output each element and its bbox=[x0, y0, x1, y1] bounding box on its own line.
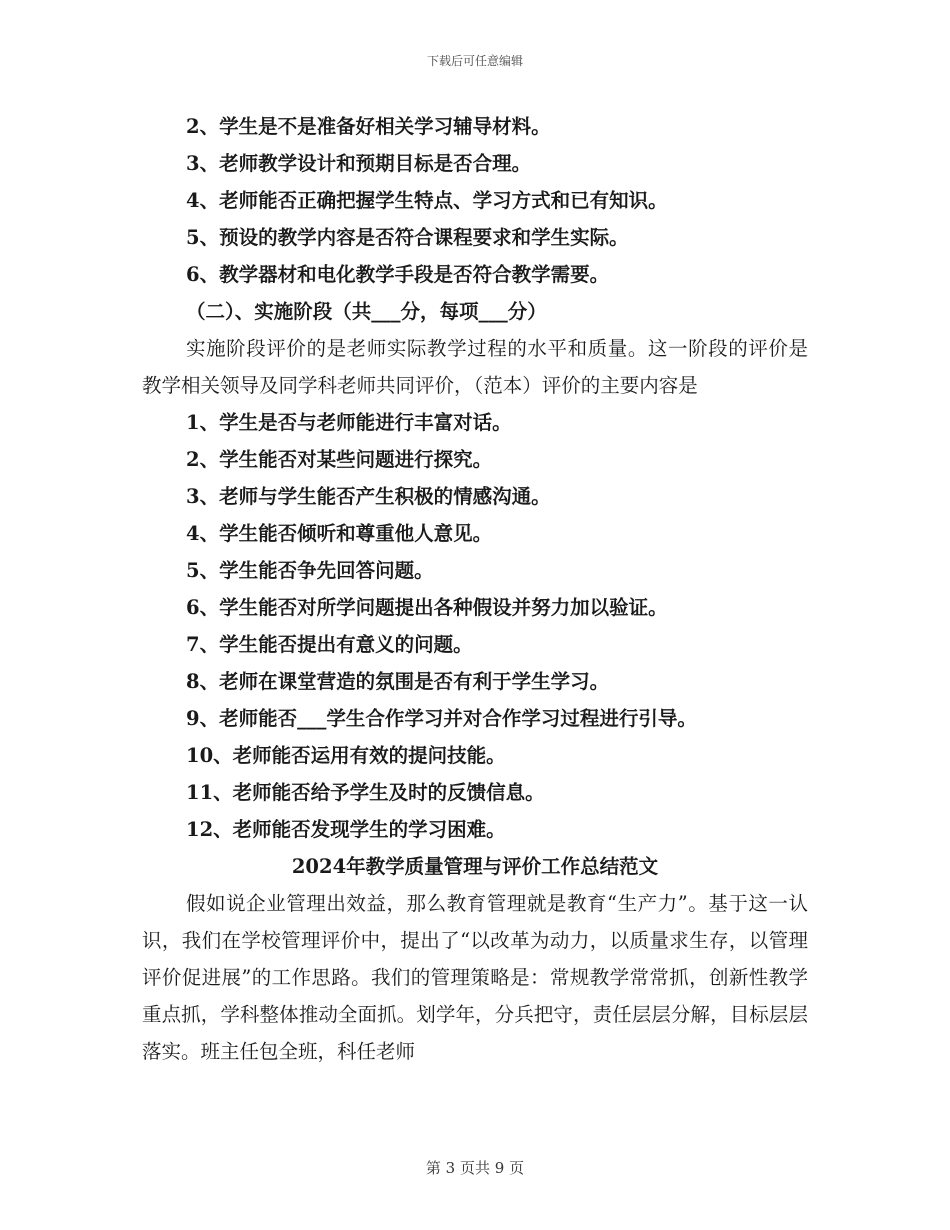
list-item: 10、老师能否运用有效的提问技能。 bbox=[186, 744, 506, 767]
list-item: 1、学生是否与老师能进行丰富对话。 bbox=[186, 411, 512, 434]
list-item: 4、老师能否正确把握学生特点、学习方式和已有知识。 bbox=[186, 189, 668, 212]
list-item: 3、老师与学生能否产生积极的情感沟通。 bbox=[186, 485, 551, 508]
list-item: 7、学生能否提出有意义的问题。 bbox=[186, 633, 473, 656]
list-item: 2、学生能否对某些问题进行探究。 bbox=[186, 448, 493, 471]
list-item: 3、老师教学设计和预期目标是否合理。 bbox=[186, 152, 532, 175]
section-heading: （二）、实施阶段（共___分，每项___分） bbox=[186, 300, 547, 323]
intro-paragraph: 实施阶段评价的是老师实际教学过程的水平和质量。这一阶段的评价是教学相关领导及同学科老师共同评价，（范本）评价的主要内容是 bbox=[142, 337, 808, 397]
list-item: 6、学生能否对所学问题提出各种假设并努力加以验证。 bbox=[186, 596, 668, 619]
list-item: 2、学生是不是准备好相关学习辅导材料。 bbox=[186, 115, 551, 138]
document-body bbox=[142, 108, 808, 1070]
list-item: 9、老师能否___学生合作学习并对合作学习过程进行引导。 bbox=[186, 707, 697, 730]
list-item: 6、教学器材和电化教学手段是否符合教学需要。 bbox=[186, 263, 610, 286]
list-item: 4、学生能否倾听和尊重他人意见。 bbox=[186, 522, 493, 545]
article-paragraph: 假如说企业管理出效益，那么教育管理就是教育“生产力”。基于这一认识，我们在学校管理评价中，提出了“以改革为动力，以质量求生存，以管理评价促进展”的工作思路。我们的管理策略是：常规教学常常抓，创新性教学重点抓，学科整体推动全面抓。划学年，分兵把守，责任层层分解，目标层层落实。班主任包全班，科任老师 bbox=[142, 892, 808, 1063]
list-item: 5、预设的教学内容是否符合课程要求和学生实际。 bbox=[186, 226, 629, 249]
page-header: 下载后可任意编辑 bbox=[426, 54, 523, 68]
article-title: 2024年教学质量管理与评价工作总结范文 bbox=[291, 855, 659, 878]
list-item: 11、老师能否给予学生及时的反馈信息。 bbox=[186, 781, 545, 804]
page-footer: 第 3 页共 9 页 bbox=[425, 1159, 525, 1177]
list-item: 12、老师能否发现学生的学习困难。 bbox=[186, 818, 506, 841]
list-item: 8、老师在课堂营造的氛围是否有利于学生学习。 bbox=[186, 670, 610, 693]
list-item: 5、学生能否争先回答问题。 bbox=[186, 559, 434, 582]
